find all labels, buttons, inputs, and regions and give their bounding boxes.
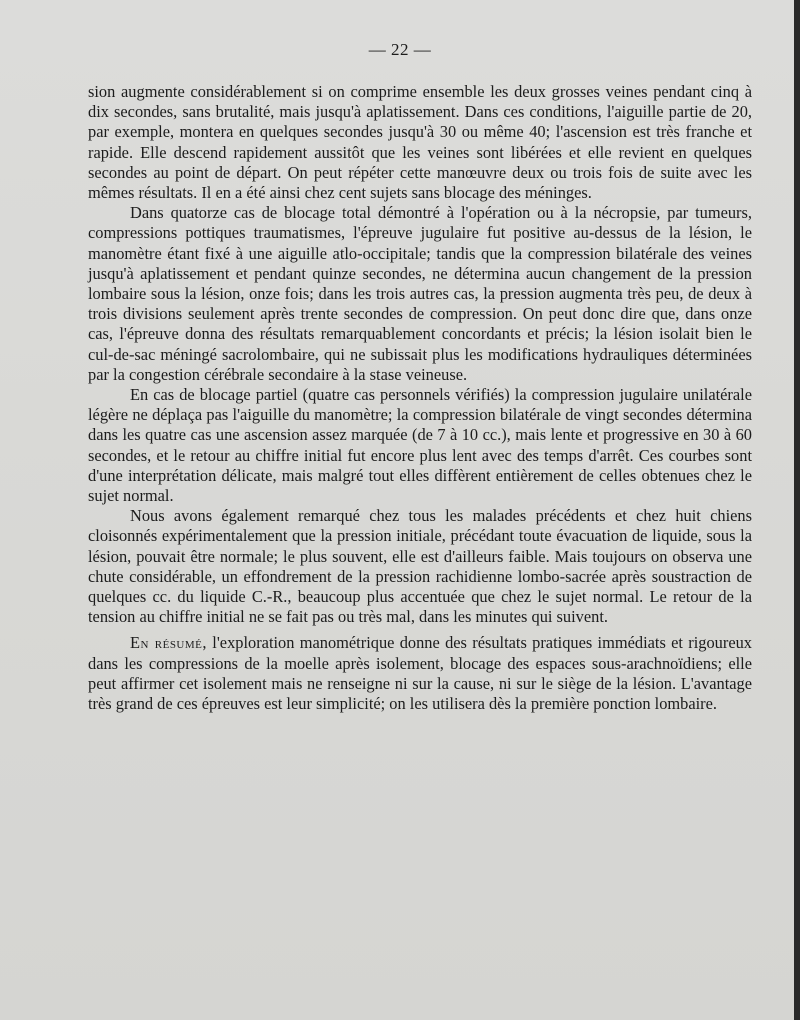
summary-text: l'exploration manométrique donne des résultats pratiques immédiats et rigoureux dans les compressions de la moelle après isolement, blocage des espaces sous-arachnoïdiens; elle peut affirmer cet isolement mais ne renseigne ni sur la cause, ni sur le siège de la lésion. L'avantage très grand de ces épreuves est leur simplicité; on les utilisera dès la première ponction lombaire. <box>88 633 752 714</box>
paragraph-1: sion augmente considérablement si on comprime ensemble les deux grosses veines pendant cinq à dix secondes, sans brutalité, mais jusqu'à aplatissement. Dans ces conditions, l'aiguille partie de 20, par exemple, montera en quelques secondes jusqu'à 30 ou même 40; l'ascension est très franche et rapide. Elle descend rapidement aussitôt que les veines sont libérées et elle revient en quelques secondes au point de départ. On peut répéter cette manœuvre deux ou trois fois de suite avec les mêmes résultats. Il en a été ainsi chez cent sujets sans blocage des méninges. <box>88 82 752 203</box>
paragraph-5-summary <box>88 633 752 714</box>
page-number: — 22 — <box>368 40 432 59</box>
summary-lead: En résumé, <box>130 633 207 653</box>
page-edge-shadow <box>794 0 800 1020</box>
body-text <box>88 82 752 714</box>
paragraph-4: Nous avons également remarqué chez tous les malades précédents et chez huit chiens cloisonnés expérimentalement que la pression initiale, précédant toute évacuation de liquide, sous la lésion, pouvait être normale; le plus souvent, elle est d'ailleurs faible. Mais toujours on observa une chute considérable, un effondrement de la pression rachidienne lombo-sacrée après soustraction de quelques cc. du liquide C.-R., beaucoup plus accentuée que chez le sujet normal. Le retour de la tension au chiffre initial ne se fait pas ou très mal, dans les minutes qui suivent. <box>88 506 752 627</box>
paragraph-3: En cas de blocage partiel (quatre cas personnels vérifiés) la compression jugulaire unilatérale légère ne déplaça pas l'aiguille du manomètre; la compression bilatérale de vingt secondes détermina dans les quatre cas une ascension assez marquée (de 7 à 10 cc.), mais lente et progressive en 30 à 60 secondes, et le retour au chiffre initial fut encore plus lent avec des temps d'arrêt. Ces courbes sont d'une interprétation délicate, mais malgré tout elles diffèrent entièrement de celles obtenues chez le sujet normal. <box>88 385 752 506</box>
paragraph-2: Dans quatorze cas de blocage total démontré à l'opération ou à la nécropsie, par tumeurs, compressions pottiques traumatismes, l'épreuve jugulaire fut positive au-dessus de la lésion, le manomètre étant fixé à une aiguille atlo-occipitale; tandis que la compression bilatérale des veines jusqu'à aplatissement et pendant quinze secondes, ne détermina aucun changement de la pression lombaire sous la lésion, onze fois; dans les trois autres cas, la pression augmenta très peu, de deux à trois divisions seulement après trente secondes de compression. On peut donc dire que, dans onze cas, l'épreuve donna des résultats remarquablement concordants et précis; la lésion isolait bien le cul-de-sac méningé sacrolombaire, qui ne subissait plus les modifications hydrauliques déterminées par la congestion cérébrale secondaire à la stase veineuse. <box>88 203 752 384</box>
